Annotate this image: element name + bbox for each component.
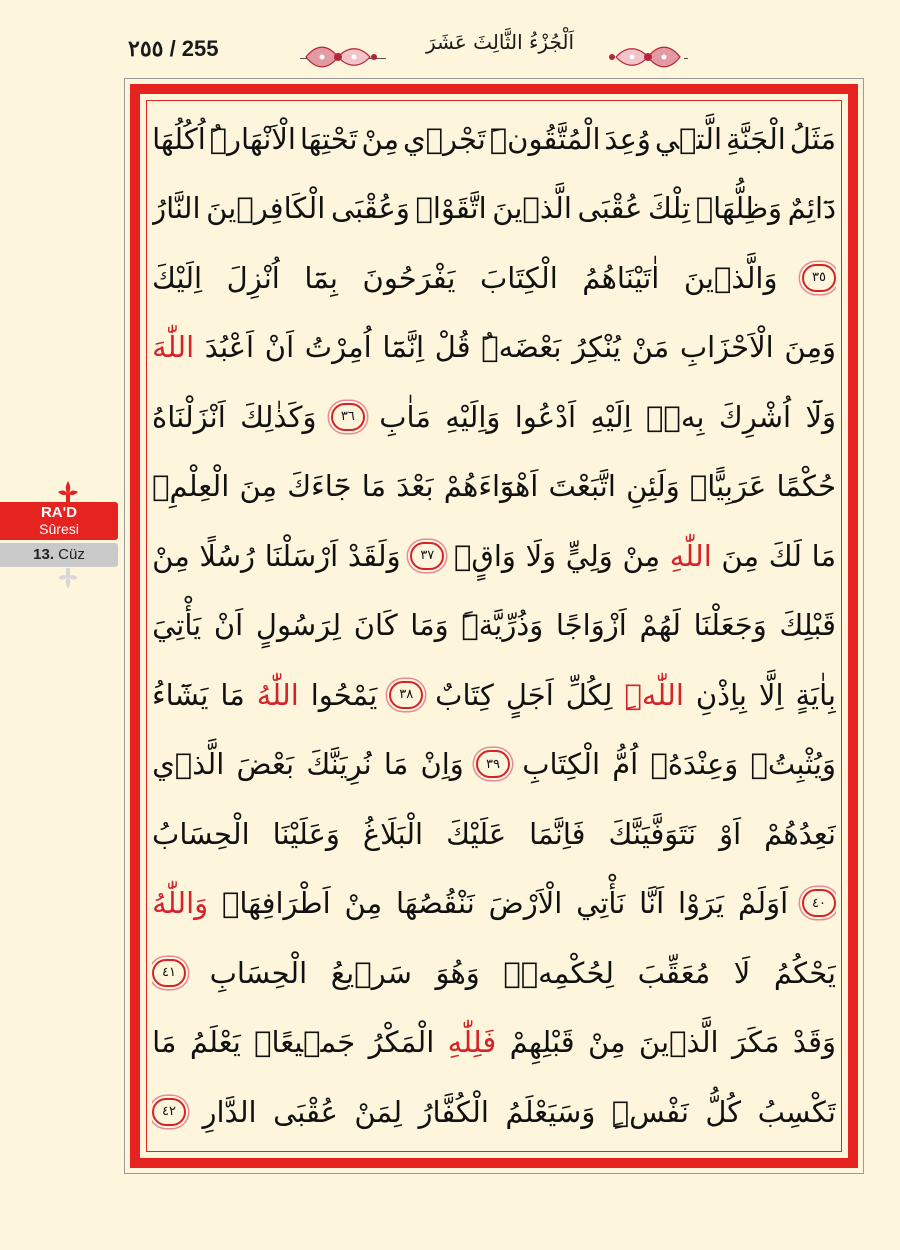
verse-word: وَلَقَدْ bbox=[347, 538, 401, 573]
verse-word: تَكْسِبُ bbox=[757, 1094, 836, 1129]
verse-word: كُلُّ bbox=[705, 1094, 742, 1129]
verse-word: وَلَٓا bbox=[805, 399, 836, 434]
verse-word: مِنْ bbox=[587, 1025, 626, 1060]
verse-word: اَنْزَلْنَاهُ bbox=[152, 399, 226, 434]
verse-word: يَأْتِيَ bbox=[152, 608, 202, 643]
verse-word: بِاِذْنِ bbox=[695, 677, 747, 712]
verse-word: اِنَّمَٓا bbox=[382, 330, 425, 365]
verse-word: اَوَلَمْ bbox=[737, 886, 789, 921]
verse-word: وَلَئِنِ bbox=[626, 469, 680, 504]
verse-word: اتَّقَوْاۗ bbox=[415, 191, 487, 226]
verse-word: نَنْقُصُهَا bbox=[395, 886, 475, 921]
verse-word: الْاَرْضَ bbox=[488, 886, 563, 921]
verse-word: بِه۪ۜ bbox=[646, 399, 705, 434]
ayah-number-marker: ٣٥ bbox=[802, 264, 836, 292]
verse-word: الَّت۪ي bbox=[654, 121, 723, 156]
verse-word: وَظِلُّهَاۜ bbox=[695, 191, 783, 226]
verse-word: الْعِلْمِۙ bbox=[152, 469, 230, 504]
verse-word: الْمُتَّقُونَۜ bbox=[489, 121, 601, 156]
ayah-number-marker: ٣٨ bbox=[389, 681, 423, 709]
verse-word: تِلْكَ bbox=[648, 191, 691, 226]
verse-word: قَبْلِهِمْ bbox=[509, 1025, 575, 1060]
ayah-number-marker: ٤٢ bbox=[152, 1098, 186, 1126]
verse-word: اَجَلٍ bbox=[505, 677, 554, 712]
verse-word: وُعِدَ bbox=[604, 121, 651, 156]
verse-word: جَٓاءَكَ bbox=[287, 469, 352, 504]
verse-word: عُقْبَى bbox=[273, 1094, 338, 1129]
verse-word: اَنْ bbox=[213, 608, 244, 643]
verse-line bbox=[152, 938, 836, 1008]
verse-word: يُنْكِرُ bbox=[572, 330, 621, 365]
verse-word: اَهْوَٓاءَهُمْ bbox=[443, 469, 539, 504]
verse-word: وَلَا bbox=[525, 538, 557, 573]
verse-word: نَفْسٍۜ bbox=[611, 1094, 689, 1129]
verse-word: نُرِيَنَّكَ bbox=[306, 747, 372, 782]
verse-word: اَدْعُوا bbox=[514, 399, 577, 434]
verse-word: عَلَيْكَ bbox=[446, 816, 507, 851]
verse-word: اتَّبَعْتَ bbox=[548, 469, 616, 504]
verse-word: يَعْلَمُ bbox=[189, 1025, 241, 1060]
verse-word: وَلِيٍّ bbox=[565, 538, 613, 573]
tab-ornament-top-icon bbox=[56, 480, 80, 502]
verse-word: قَبْلِكَ bbox=[779, 608, 836, 643]
verse-word: تَحْتِهَا bbox=[299, 121, 358, 156]
header-ornament-left-icon bbox=[302, 40, 386, 74]
cuz-tab[interactable] bbox=[0, 543, 118, 567]
page-header bbox=[0, 0, 900, 80]
verse-word: مَا bbox=[361, 469, 387, 504]
verse-line bbox=[152, 313, 836, 383]
ayah-number-marker: ٣٩ bbox=[476, 750, 510, 778]
quran-text-block bbox=[152, 104, 836, 1148]
verse-word: مِنْ bbox=[622, 538, 661, 573]
verse-word: الْكِتَابِ bbox=[522, 747, 601, 782]
verse-word: لِرَسُولٍ bbox=[255, 608, 342, 643]
verse-word: الْبَلَاغُ bbox=[362, 816, 424, 851]
verse-word: حُكْمًا bbox=[776, 469, 836, 504]
verse-word: الدَّارِ bbox=[202, 1094, 257, 1129]
ayah-number-marker: ٤٠ bbox=[802, 889, 836, 917]
verse-word: لَا bbox=[733, 955, 751, 990]
verse-word: اِلَّا bbox=[758, 677, 784, 712]
verse-word: اُمِرْتُ bbox=[304, 330, 372, 365]
verse-word: قُلْ bbox=[434, 330, 471, 365]
sura-tab[interactable] bbox=[0, 502, 118, 540]
verse-line bbox=[152, 1077, 836, 1147]
verse-word: نَتَوَفَّيَنَّكَ bbox=[608, 816, 697, 851]
verse-word: مَنْ bbox=[631, 330, 670, 365]
verse-word: الَّذ۪ي bbox=[152, 747, 225, 782]
verse-line bbox=[152, 104, 836, 174]
verse-word: بِمَٓا bbox=[304, 260, 339, 295]
header-rule-right bbox=[684, 58, 688, 59]
verse-word: اَنْ bbox=[264, 330, 295, 365]
sura-name: RA'D bbox=[40, 504, 78, 521]
verse-word: كِتَابٌ bbox=[435, 677, 494, 712]
verse-word: لِكُلِّ bbox=[565, 677, 613, 712]
juz-title: اَلْجُزْءُ الثَّالِثَ عَشَرَ bbox=[425, 30, 575, 54]
verse-word: لَهُمْ bbox=[639, 608, 681, 643]
verse-word: مَا bbox=[220, 677, 245, 712]
verse-word: اُكُلُهَا bbox=[152, 121, 206, 156]
verse-word: مِنْ bbox=[344, 886, 383, 921]
verse-word: اُمُّ bbox=[612, 747, 639, 782]
verse-word: اِلَيْكَ bbox=[152, 260, 203, 295]
verse-word: وَذُرِّيَّةًۜ bbox=[461, 608, 544, 643]
page-number: ٢٥٥ / 255 bbox=[128, 36, 219, 61]
header-ornament-right-icon bbox=[600, 40, 684, 74]
cuz-number: 13. bbox=[33, 546, 54, 563]
verse-word: وَسَيَعْلَمُ bbox=[505, 1094, 596, 1129]
verse-word: مَا bbox=[152, 1025, 177, 1060]
verse-word: وَهُوَ bbox=[435, 955, 480, 990]
verse-word: مِنْ bbox=[152, 538, 190, 573]
verse-word: تَجْر۪ي bbox=[402, 121, 486, 156]
verse-word: مُعَقِّبَ bbox=[637, 955, 711, 990]
verse-word: اَزْوَاجًا bbox=[555, 608, 627, 643]
verse-word: الْجَنَّةِ bbox=[725, 121, 786, 156]
verse-line bbox=[152, 591, 836, 661]
verse-line bbox=[152, 1008, 836, 1078]
verse-line bbox=[152, 382, 836, 452]
verse-word: وَاقٍ۟ bbox=[453, 538, 516, 573]
verse-word: بِاٰيَةٍ bbox=[795, 677, 836, 712]
verse-word: اَطْرَافِهَاۜ bbox=[221, 886, 331, 921]
verse-word: يَفْرَحُونَ bbox=[362, 260, 456, 295]
verse-word: اَعْبُدَ bbox=[204, 330, 255, 365]
verse-word: رُسُلًا bbox=[199, 538, 256, 573]
divine-name-word: وَاللّٰهُ bbox=[152, 886, 209, 921]
verse-word: وَاِنْ bbox=[420, 747, 464, 782]
verse-word: وَمَا bbox=[410, 608, 449, 643]
verse-word: مِنَ bbox=[239, 469, 278, 504]
verse-word: بَعْدَ bbox=[396, 469, 434, 504]
verse-word: الْاَحْزَابِ bbox=[679, 330, 774, 365]
verse-word: اِلَيْهِ bbox=[590, 399, 632, 434]
verse-word: سَر۪يعُ bbox=[330, 955, 412, 990]
ayah-number-marker: ٤١ bbox=[152, 959, 186, 987]
verse-word: وَعَلَيْنَا bbox=[272, 816, 340, 851]
verse-word: لِحُكْمِه۪ۜ bbox=[503, 955, 615, 990]
verse-word: وَيُثْبِتُۚ bbox=[750, 747, 836, 782]
cuz-word: Cüz bbox=[58, 546, 85, 563]
verse-word: الْكِتَابَ bbox=[479, 260, 558, 295]
sura-word: Sûresi bbox=[39, 521, 79, 537]
verse-word: الَّذ۪ينَ bbox=[638, 1025, 719, 1060]
divine-name-word: اللّٰهِۜ bbox=[624, 677, 684, 712]
verse-word: يَحْكُمُ bbox=[773, 955, 836, 990]
verse-word: دَٓائِمٌ bbox=[787, 191, 836, 226]
tab-ornament-bottom-icon bbox=[56, 568, 80, 590]
verse-word: نَعِدُهُمْ bbox=[764, 816, 836, 851]
verse-word: اَوْ bbox=[719, 816, 742, 851]
verse-word: جَم۪يعًاۜ bbox=[254, 1025, 356, 1060]
verse-word: لَكَ bbox=[768, 538, 802, 573]
verse-word: يَشَٓاءُ bbox=[152, 677, 209, 712]
verse-word: الْكُفَّارُ bbox=[418, 1094, 489, 1129]
verse-word: وَعِنْدَهُ۠ bbox=[650, 747, 739, 782]
verse-word: النَّارُ bbox=[152, 191, 201, 226]
verse-word: يَرَوْا bbox=[677, 886, 725, 921]
verse-word: عَرَبِيًّاۜ bbox=[689, 469, 767, 504]
verse-line bbox=[152, 243, 836, 313]
divine-name-word: فَلِلّٰهِ bbox=[447, 1025, 497, 1060]
verse-word: الْكَافِر۪ينَ bbox=[206, 191, 326, 226]
verse-word: وَعُقْبَى bbox=[330, 191, 410, 226]
verse-word: يَمْحُوا bbox=[310, 677, 378, 712]
verse-line bbox=[152, 521, 836, 591]
verse-word: وَالَّذ۪ينَ bbox=[683, 260, 778, 295]
verse-word: مَثَلُ bbox=[789, 121, 836, 156]
verse-word: الْحِسَابِ bbox=[209, 955, 308, 990]
verse-line bbox=[152, 174, 836, 244]
verse-line bbox=[152, 869, 836, 939]
ayah-number-marker: ٣٦ bbox=[331, 403, 365, 431]
verse-word: لِمَنْ bbox=[354, 1094, 403, 1129]
verse-word: وَقَدْ bbox=[792, 1025, 836, 1060]
verse-word: مَا bbox=[383, 747, 409, 782]
verse-word: مَكَرَ bbox=[731, 1025, 780, 1060]
verse-word: الْاَنْهَارُۜ bbox=[209, 121, 296, 156]
verse-line bbox=[152, 452, 836, 522]
verse-word: الَّذ۪ينَ bbox=[492, 191, 572, 226]
divine-name-word: اللّٰهَ bbox=[152, 330, 195, 365]
verse-word: مِنْ bbox=[361, 121, 400, 156]
verse-line bbox=[152, 799, 836, 869]
verse-word: مِنَ bbox=[721, 538, 760, 573]
verse-word: وَمِنَ bbox=[784, 330, 836, 365]
verse-word: وَجَعَلْنَا bbox=[693, 608, 767, 643]
verse-line bbox=[152, 730, 836, 800]
verse-word: فَاِنَّمَا bbox=[529, 816, 586, 851]
verse-word: نَأْتِي bbox=[576, 886, 626, 921]
verse-word: وَكَذٰلِكَ bbox=[240, 399, 317, 434]
divine-name-word: اللّٰهُ bbox=[256, 677, 299, 712]
verse-word: عُقْبَى bbox=[577, 191, 643, 226]
verse-word: اُشْرِكَ bbox=[718, 399, 792, 434]
verse-word: كَانَ bbox=[353, 608, 398, 643]
verse-word: اَرْسَلْنَا bbox=[264, 538, 339, 573]
verse-word: بَعْضَ bbox=[236, 747, 295, 782]
verse-word: بَعْضَهُۜ bbox=[481, 330, 562, 365]
verse-word: مَاٰبِ bbox=[379, 399, 431, 434]
verse-word: الْمَكْرُ bbox=[368, 1025, 435, 1060]
verse-word: اٰتَيْنَاهُمُ bbox=[582, 260, 660, 295]
verse-word: اَنَّا bbox=[639, 886, 665, 921]
verse-word: مَا bbox=[811, 538, 836, 573]
ayah-number-marker: ٣٧ bbox=[410, 542, 444, 570]
verse-word: اُنْزِلَ bbox=[226, 260, 280, 295]
verse-line bbox=[152, 660, 836, 730]
divine-name-word: اللّٰهِ bbox=[669, 538, 712, 573]
verse-word: وَاِلَيْهِ bbox=[445, 399, 501, 434]
verse-word: الْحِسَابُ bbox=[152, 816, 250, 851]
